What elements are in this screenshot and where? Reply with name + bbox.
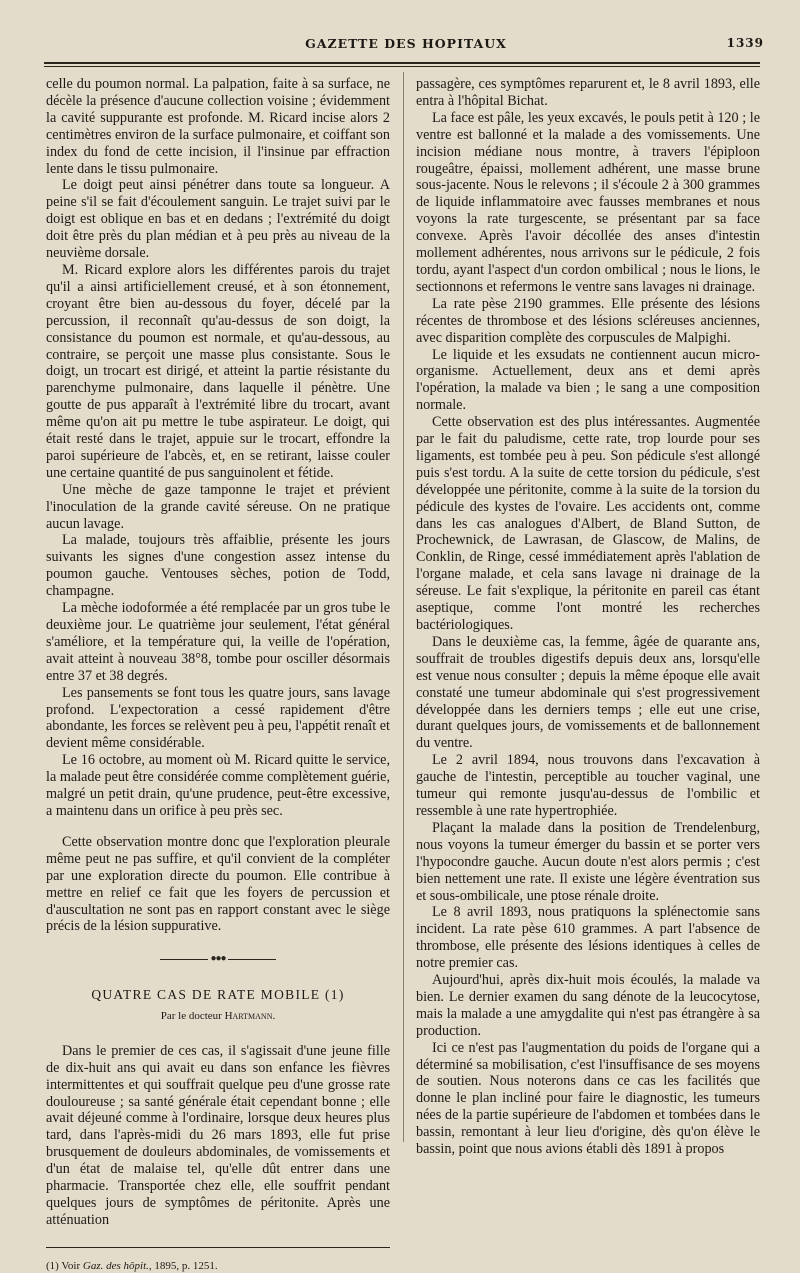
paragraph: La rate pèse 2190 grammes. Elle présente des lésions récentes de thrombose et des lésions scléreuses anciennes, avec disparition complète des corpuscules de Malpighi. [416,295,760,346]
right-column [416,76,760,1158]
byline [46,1008,390,1025]
conclusion-paragraph: Cette observation montre donc que l'exploration pleurale même peut ne pas suffire, et qu'il convient de la compléter par une exploration directe du poumon. Elle contribue à mettre en relief ce fait que les foyers de percussion et d'auscultation ne sont pas en rapport constant avec le siège précis de la lésion suppurative. [46,833,390,935]
page-number: 1339 [726,36,764,50]
byline-prefix: Par le docteur [160,1009,222,1022]
paragraph: Le 2 avril 1894, nous trouvons dans l'excavation à gauche de l'intestin, perceptible au toucher vaginal, une tumeur qui remonte jusqu'au-dessus de l'ombilic et ressemble à une rate hypertrophiée. [416,752,760,819]
paragraph: Le doigt peut ainsi pénétrer dans toute sa longueur. A peine s'il se fait d'écoulement sanguin. Le trajet suivi par le doigt est oblique en bas et en dedans ; l'extrémité du doigt doit être près du plan médian et à peu près au niveau de la neuvième dorsale. [46,177,390,262]
paragraph: Le liquide et les exsudats ne contiennent aucun micro-organisme. Actuellement, deux ans et demi après l'opération, la malade va bien ; le sang a une composition normale. [416,346,760,414]
running-header [48,36,764,56]
header-rule-thick [44,62,760,64]
author-name: Hartmann. [224,1009,276,1022]
paragraph: Le 16 octobre, au moment où M. Ricard quitte le service, la malade peut être considérée comme complètement guérie, malgré un petit drain, qu'une prudence, peut-être excessive, a maintenu dans un orifice à peu près sec. [46,752,390,819]
paragraph: Les pansements se font tous les quatre jours, sans lavage profond. L'expectoration a cessé rapidement d'être abondante, les forces se relèvent peu à peu, l'appétit renaît et devient même considérable. [46,684,390,752]
article-paragraph: Dans le premier de ces cas, il s'agissait d'une jeune fille de dix-huit ans qui avait eu dans son enfance les fièvres intermittentes et qui souffrait quelque peu d'une grosse rate douloureuse ; sa santé générale était cependant bonne ; elle avait déjeuné comme à l'ordinaire, lorsque deux heures plus tard, dans l'après-midi du 26 mars 1893, elle fut prise brusquement de douleurs abdominales, de vomissements et d'un état de malaise tel, qu'elle dût entrer dans une pharmacie. Transportée chez elle, elle souffrit pendant quelques jours de symptômes de péritonite. Après une atténuation [46,1042,390,1228]
journal-title: GAZETTE DES HOPITAUX [305,36,507,51]
paragraph: La face est pâle, les yeux excavés, le pouls petit à 120 ; le ventre est ballonné et la malade a des vomissements. Une incision médiane nous montre, à travers l'épiploon rougeâtre, épaissi, mollement adhérent, une masse brune sous-jacente. Nous le relevons ; il s'écoule 2 à 300 grammes de liquide inflammatoire avec fausses membranes et nous voyons la rate turgescente, se présentant par sa face convexe. Après l'avoir décollée des anses d'intestin mollement adhérentes, nous arrivons sur le pédicule, 2 fois tordu, ayant l'aspect d'un cordon ombilical ; nous le lions, le sectionnons et refermons le ventre sans lavages ni drainage. [416,109,760,295]
header-rule-thin [44,66,760,67]
article-title: QUATRE CAS DE RATE MOBILE (1) [91,986,345,1002]
footnote [46,1260,390,1273]
paragraph: La mèche iodoformée a été remplacée par un gros tube le deuxième jour. Le quatrième jour seulement, l'état général s'améliore, et la température qui, la veille de l'opération, avait atteint à nouveau 38°8, tombe pour osciller désormais entre 37 et 38 degrés. [46,600,390,684]
footnote-suffix: , 1895, p. 1251. [148,1259,218,1272]
paragraph: Ici ce n'est pas l'augmentation du poids de l'organe qui a déterminé sa mobilisation, c'est l'insuffisance de ses moyens de soutien. Nous noterons dans ce cas les facilités que donne le plan incliné pour faire le diagnostic, les tumeurs nées de la partie supérieure de l'abdomen et tombées dans le bassin, remontant à leur lieu d'origine, dès qu'on élève le bassin, point que nous avions établi dès 1891 à propos [416,1039,760,1158]
footnote-prefix: (1) Voir [46,1259,81,1272]
paragraph: La malade, toujours très affaiblie, présente les jours suivants les signes d'une congestion assez intense du poumon gauche. Ventouses sèches, potion de Todd, champagne. [46,532,390,600]
column-divider [403,72,404,1142]
footnote-source: Gaz. des hôpit. [82,1259,149,1272]
paragraph: Plaçant la malade dans la position de Trendelenburg, nous voyons la tumeur émerger du bassin et se porter vers l'hypocondre gauche. Aucun doute n'est alors permis ; c'est bien nettement une rate. Il existe une légère éventration sus et sous-ombilicale, une ptose rénale droite. [416,819,760,904]
paragraph: passagère, ces symptômes reparurent et, le 8 avril 1893, elle entra à l'hôpital Bichat. [416,76,760,109]
paragraph: Une mèche de gaze tamponne le trajet et prévient l'inoculation de la grande cavité séreuse. On ne pratique aucun lavage. [46,481,390,532]
footnote-rule [46,1247,390,1248]
paragraph: Aujourd'hui, après dix-huit mois écoulés, la malade va bien. Le dernier examen du sang dénote de la leucocytose, mais la malade a une amygdalite qui n'est pas étrangère à sa production. [416,972,760,1039]
section-ornament: ●●● [46,951,390,969]
left-column [46,76,390,1273]
paragraph: celle du poumon normal. La palpation, faite à sa surface, ne décèle la présence d'aucune collection voisine ; évidemment la cavité suppurante est profonde. M. Ricard incise alors 2 centimètres environ de la surface pulmonaire, et coiffant son index du fond de cette incision, il l'insinue par effraction lente dans le tissu pulmonaire. [46,76,390,177]
paragraph: Cette observation est des plus intéressantes. Augmentée par le fait du paludisme, cette rate, trop lourde pour ses ligaments, est tombée peu à peu. Son pédicule s'est allongé puis s'est tordu. A la suite de cette torsion du pédicule, s'est développée une péritonite, comme à la suite de la torsion du pédicule des kystes de l'ovaire. Les accidents ont, comme dans les cas analogues d'Albert, de Bland Sutton, de Prochewnick, de Lawrasan, de Glascow, de Malins, de Conklin, de Ringe, cessé immédiatement après l'ablation de l'organe malade, et cela sans lavage ni drainage de la séreuse. Le fait s'explique, la péritonite en pareil cas étant aseptique, comme l'ont montré les recherches bactériologiques. [416,414,760,633]
paragraph: Dans le deuxième cas, la femme, âgée de quarante ans, souffrait de troubles digestifs depuis deux ans, lorsqu'elle est venue nous consulter ; depuis la même époque elle avait constaté une tumeur abdominale qui s'est progressivement développée dans les derniers temps ; elle eut une crise, durant quelques jours, de vomissements et de ballonnement du ventre. [416,633,760,752]
paragraph: Le 8 avril 1893, nous pratiquons la splénectomie sans incident. La rate pèse 610 grammes. A part l'absence de thrombose, elle présente des lésions identiques à celles de notre premier cas. [416,904,760,972]
paragraph: M. Ricard explore alors les différentes parois du trajet qu'il a ainsi artificiellement creusé, et à son étonnement, croyant être bien au-dessous du foyer, décelé par la percussion, il reconnaît qu'au-dessus de son doigt, la consistance du poumon est normale, et qu'au-dessous, au contraire, se perçoit une masse plus consistante. Sous le doigt, un trocart est dirigé, et atteint la partie résistante du parenchyme pulmonaire, dans laquelle il pénètre. Une goutte de pus apparaît à l'extrémité libre du trocart, avant même qu'on ait pu mettre le tube aspirateur. Le doigt, qui était resté dans le trajet, appuie sur le trocart, effondre la paroi supérieure de l'abcès, et, en se retirant, laisse couler une certaine quantité de pus sanguinolent et fétide. [46,261,390,481]
